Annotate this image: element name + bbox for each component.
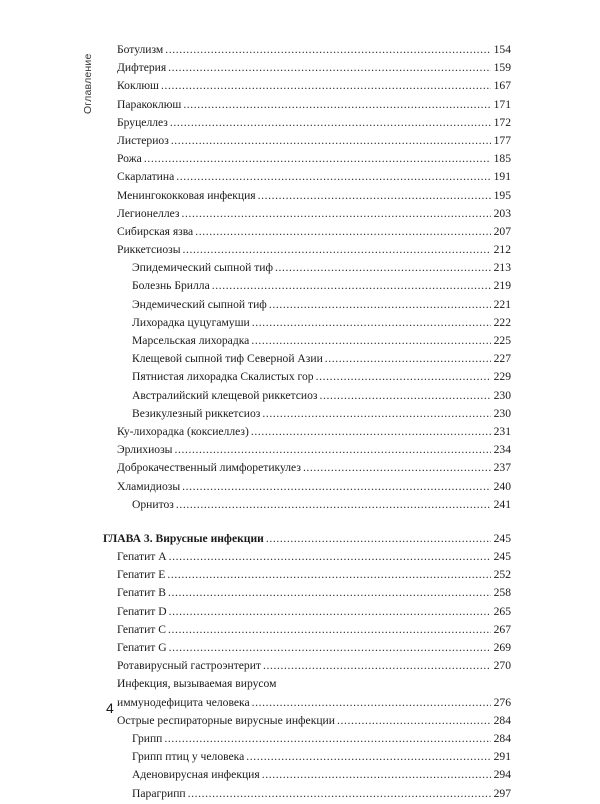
toc-subentry[interactable] bbox=[117, 406, 511, 424]
toc-entry-label: Гепатит G bbox=[117, 641, 167, 654]
toc-entry-page: 230 bbox=[493, 406, 511, 420]
toc-entry-label: Ботулизм bbox=[117, 43, 164, 56]
toc-subentry[interactable] bbox=[117, 731, 511, 749]
toc-entry[interactable] bbox=[117, 567, 511, 585]
toc-entry-label: Грипп bbox=[132, 731, 163, 745]
toc-subentry[interactable] bbox=[117, 388, 511, 406]
toc-entry-label-continued: иммунодефицита человека bbox=[117, 695, 250, 709]
toc-entry-label: Гепатит В bbox=[117, 586, 166, 600]
toc-entry-label: Эндемический сыпной тиф bbox=[132, 297, 267, 311]
dot-leader bbox=[252, 315, 491, 331]
toc-entry-page: 269 bbox=[493, 641, 511, 654]
toc-entry-label: Листериоз bbox=[117, 133, 169, 147]
toc-entry-label: Рожа bbox=[117, 152, 142, 166]
dot-leader bbox=[169, 640, 491, 656]
toc-entry-label: Эпидемический сыпной тиф bbox=[132, 261, 274, 275]
toc-subentry[interactable] bbox=[117, 333, 511, 351]
toc-subentry[interactable] bbox=[117, 786, 511, 804]
page-number: 4 bbox=[106, 700, 114, 716]
toc-entry[interactable] bbox=[117, 479, 511, 497]
toc-entry-label: Парагрипп bbox=[132, 786, 186, 800]
toc-entry-label: Коклюш bbox=[117, 79, 159, 93]
toc-entry-page: 229 bbox=[493, 370, 511, 384]
toc-entry-page: 297 bbox=[493, 786, 511, 800]
dot-leader bbox=[251, 424, 491, 440]
toc-subentry[interactable] bbox=[117, 767, 511, 785]
toc-entry[interactable] bbox=[117, 460, 511, 478]
toc-entry-label: Гепатит Е bbox=[117, 568, 166, 582]
dot-leader bbox=[263, 658, 491, 674]
dot-leader bbox=[169, 604, 491, 620]
toc-subentry[interactable] bbox=[117, 369, 511, 387]
toc-entry-page: 258 bbox=[493, 586, 511, 600]
toc-entry[interactable] bbox=[117, 549, 511, 567]
toc-entry-page: 219 bbox=[493, 279, 511, 293]
toc-entry-page: 225 bbox=[493, 334, 511, 347]
section-side-title: Оглавление bbox=[82, 53, 94, 114]
dot-leader bbox=[252, 695, 491, 711]
toc-entry-page: 171 bbox=[493, 97, 511, 111]
dot-leader bbox=[337, 713, 491, 729]
toc-entry-label: ГЛАВА 3. Вирусные инфекции bbox=[103, 531, 264, 545]
dot-leader bbox=[246, 749, 491, 765]
dot-leader bbox=[188, 786, 491, 802]
dot-leader bbox=[319, 388, 491, 404]
toc-entry-label: Ротавирусный гастроэнтерит bbox=[117, 659, 261, 673]
toc-entry-page: 213 bbox=[493, 261, 511, 275]
toc-entry-label: Бруцеллез bbox=[117, 115, 168, 129]
toc-entry-label: Инфекция, вызываемая вирусом bbox=[117, 677, 277, 691]
toc-entry-label: Хламидиозы bbox=[117, 479, 181, 493]
toc-entry-page: 267 bbox=[493, 622, 511, 636]
toc-entry-page: 231 bbox=[493, 424, 511, 438]
dot-leader bbox=[164, 731, 491, 747]
toc-entry-page: 191 bbox=[493, 170, 511, 184]
toc-entry-page: 172 bbox=[493, 115, 511, 129]
dot-leader bbox=[251, 333, 491, 349]
toc-entry[interactable] bbox=[117, 658, 511, 676]
toc-entry-page: 284 bbox=[493, 731, 511, 745]
toc-entry-page: 241 bbox=[493, 497, 511, 511]
toc-entry[interactable] bbox=[117, 97, 511, 115]
toc-entry-page: 227 bbox=[493, 352, 511, 366]
dot-leader bbox=[170, 115, 491, 131]
dot-leader bbox=[316, 369, 491, 385]
toc-entry-page: 203 bbox=[493, 206, 511, 220]
toc-entry[interactable] bbox=[117, 169, 511, 187]
chapter-heading[interactable] bbox=[103, 531, 511, 549]
toc-entry-label: Грипп птиц у человека bbox=[132, 750, 245, 764]
dot-leader bbox=[262, 767, 491, 783]
dot-leader bbox=[165, 42, 491, 58]
toc-entry-label: Болезнь Брилла bbox=[132, 279, 210, 293]
toc-entry-page: 195 bbox=[493, 188, 511, 202]
dot-leader bbox=[171, 133, 491, 149]
toc-entry-label: Аденовирусная инфекция bbox=[132, 768, 260, 782]
toc-entry-label: Доброкачественный лимфоретикулез bbox=[117, 461, 301, 475]
toc-entry[interactable] bbox=[117, 242, 511, 260]
toc-entry-label: Гепатит D bbox=[117, 604, 167, 618]
dot-leader bbox=[258, 188, 491, 204]
toc-entry[interactable] bbox=[117, 60, 511, 78]
toc-entry-label: Эрлихиозы bbox=[117, 443, 173, 457]
dot-leader bbox=[303, 460, 491, 476]
dot-leader bbox=[174, 442, 491, 458]
toc-entry-label: Сибирская язва bbox=[117, 224, 194, 238]
toc-entry-page: 167 bbox=[493, 79, 511, 93]
dot-leader bbox=[176, 497, 491, 513]
toc-entry-page: 284 bbox=[493, 713, 511, 727]
toc-entry-label: Клещевой сыпной тиф Северной Азии bbox=[132, 352, 323, 366]
dot-leader bbox=[195, 224, 491, 240]
dot-leader bbox=[176, 169, 491, 185]
toc-entry-page: 177 bbox=[493, 133, 511, 147]
toc-subentry[interactable] bbox=[117, 297, 511, 315]
toc-entry-page: 207 bbox=[493, 224, 511, 238]
toc-entry-page: 222 bbox=[493, 315, 511, 329]
toc-entry-label: Острые респираторные вирусные инфекции bbox=[117, 713, 335, 727]
toc-entry-label: Паракоклюш bbox=[117, 97, 182, 111]
dot-leader bbox=[168, 60, 491, 76]
toc-entry[interactable] bbox=[117, 188, 511, 206]
toc-entry[interactable] bbox=[117, 622, 511, 640]
toc-subentry[interactable] bbox=[117, 260, 511, 278]
toc-entry-label: Марсельская лихорадка bbox=[132, 334, 250, 347]
dot-leader bbox=[181, 206, 491, 222]
dot-leader bbox=[167, 567, 491, 583]
toc-subentry[interactable] bbox=[117, 278, 511, 296]
toc-entry[interactable] bbox=[117, 640, 511, 658]
dot-leader bbox=[183, 97, 491, 113]
toc-entry[interactable] bbox=[117, 604, 511, 622]
dot-leader bbox=[269, 297, 491, 313]
toc-entry-page: 294 bbox=[493, 768, 511, 782]
toc-entry-label: Легионеллез bbox=[117, 206, 180, 220]
toc-entry-label: Дифтерия bbox=[117, 61, 167, 75]
toc-entry[interactable] bbox=[117, 676, 511, 712]
toc-entry-page: 221 bbox=[493, 297, 511, 311]
toc-entry[interactable] bbox=[117, 133, 511, 151]
toc-entry-label: Пятнистая лихорадка Скалистых гор bbox=[132, 370, 314, 384]
toc-entry[interactable] bbox=[117, 42, 511, 60]
toc-entry-page: 240 bbox=[493, 479, 511, 493]
toc-entry-page: 212 bbox=[493, 243, 511, 257]
toc-entry-page: 230 bbox=[493, 388, 511, 402]
toc-subentry[interactable] bbox=[117, 315, 511, 333]
toc-subentry[interactable] bbox=[117, 749, 511, 767]
toc-entry-page: 154 bbox=[493, 43, 511, 56]
toc-entry-label: Риккетсиозы bbox=[117, 243, 181, 257]
toc-entry-page: 245 bbox=[493, 531, 511, 545]
toc-entry-page: 291 bbox=[493, 750, 511, 764]
toc-entry[interactable] bbox=[117, 115, 511, 133]
dot-leader bbox=[182, 479, 491, 495]
toc-entry-page: 159 bbox=[493, 61, 511, 75]
dot-leader bbox=[183, 242, 492, 258]
toc-entry-page: 245 bbox=[493, 550, 511, 564]
toc-entry-label: Гепатит С bbox=[117, 622, 166, 636]
toc-entry-label: Ку-лихорадка (коксиеллез) bbox=[117, 424, 249, 438]
dot-leader bbox=[262, 406, 491, 422]
toc-entry[interactable] bbox=[117, 442, 511, 460]
table-of-contents bbox=[103, 42, 511, 804]
toc-entry-label: Скарлатина bbox=[117, 170, 175, 184]
dot-leader bbox=[169, 549, 491, 565]
dot-leader bbox=[325, 351, 491, 367]
toc-entry-label: Лихорадка цуцугамуши bbox=[132, 315, 250, 329]
toc-entry-label: Везикулезный риккетсиоз bbox=[132, 406, 261, 420]
toc-entry-label: Гепатит А bbox=[117, 550, 167, 564]
toc-subentry[interactable] bbox=[117, 351, 511, 369]
toc-entry[interactable] bbox=[117, 224, 511, 242]
toc-entry-page: 234 bbox=[493, 443, 511, 457]
toc-entry[interactable] bbox=[117, 206, 511, 224]
dot-leader bbox=[168, 622, 491, 638]
toc-entry-label: Менингококковая инфекция bbox=[117, 188, 256, 202]
toc-entry[interactable] bbox=[117, 585, 511, 603]
toc-entry-page: 270 bbox=[493, 659, 511, 673]
dot-leader bbox=[275, 260, 491, 276]
toc-entry[interactable] bbox=[117, 424, 511, 442]
toc-subentry[interactable] bbox=[117, 497, 511, 515]
toc-entry-page: 276 bbox=[493, 695, 511, 709]
toc-entry-page: 185 bbox=[493, 152, 511, 166]
toc-entry-page: 237 bbox=[493, 461, 511, 475]
toc-entry[interactable] bbox=[117, 713, 511, 731]
dot-leader bbox=[161, 78, 491, 94]
toc-entry[interactable] bbox=[117, 78, 511, 96]
dot-leader bbox=[168, 585, 491, 601]
dot-leader bbox=[266, 531, 491, 547]
dot-leader bbox=[144, 151, 491, 167]
toc-entry[interactable] bbox=[117, 151, 511, 169]
toc-entry-page: 265 bbox=[493, 604, 511, 618]
toc-entry-page: 252 bbox=[493, 568, 511, 582]
toc-entry-label: Орнитоз bbox=[132, 497, 174, 511]
dot-leader bbox=[212, 278, 491, 294]
toc-entry-label: Австралийский клещевой риккетсиоз bbox=[132, 388, 318, 402]
